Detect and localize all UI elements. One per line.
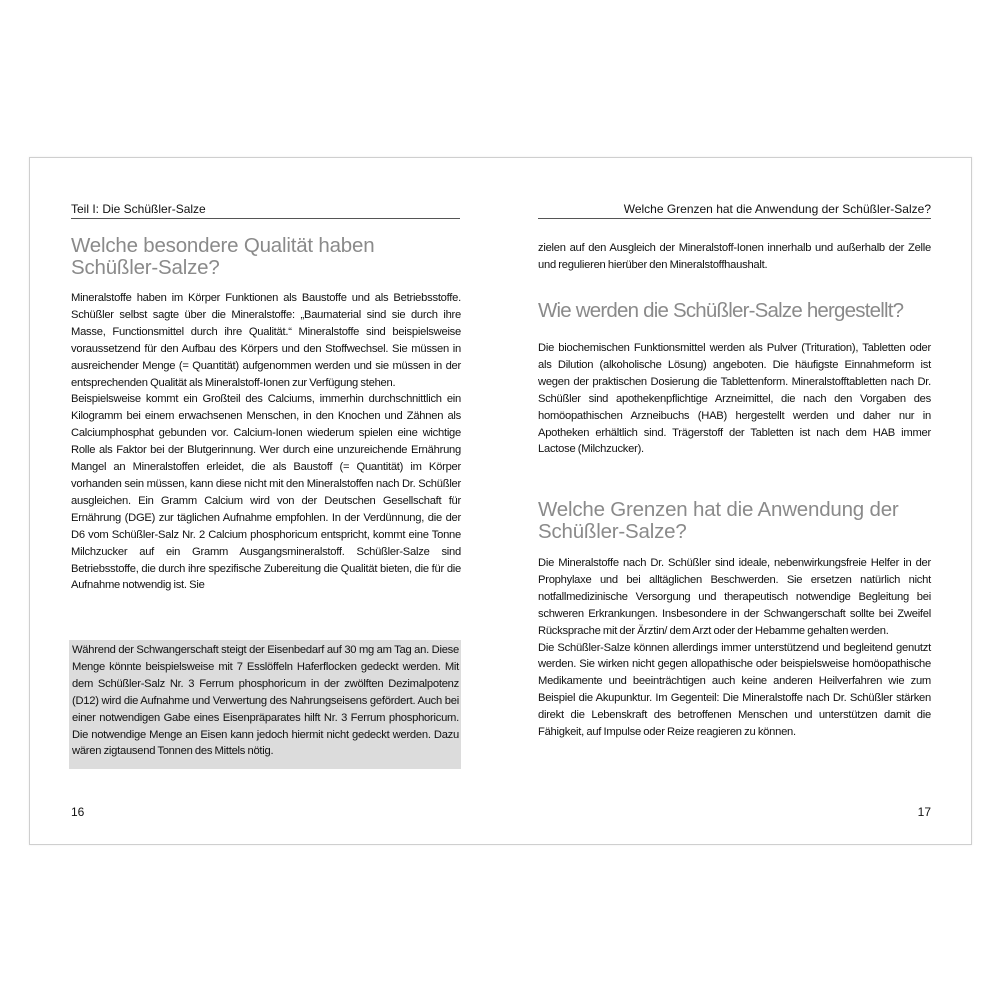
right-intro-paragraph: zielen auf den Ausgleich der Mineralstoff-Ionen innerhalb und außerhalb der Zelle und regulieren hierüber den Mineralstoffhaushalt. <box>538 242 931 271</box>
info-box-text: Während der Schwangerschaft steigt der Eisenbedarf auf 30 mg am Tag an. Diese Menge könnte beispielsweise mit 7 Esslöffeln Haferflocken gedeckt werden. Mit dem Schüßler-Salz Nr. 3 Ferrum phosphoricum in der zwölften Dezimalpotenz (D12) wird die Aufnahme und Verwertung des Nahrungseisens gefördert. Auch bei einer notwendigen Gabe eines Eisenpräparates hilft Nr. 3 Ferrum phosphoricum. Die notwendige Menge an Eisen kann jedoch hiermit nicht gedeckt werden. Dazu wären zigtausend Tonnen des Mittels nötig. <box>72 644 459 758</box>
herstellung-paragraph: Die biochemischen Funktionsmittel werden als Pulver (Trituration), Tabletten oder als Dilution (alkoholische Lösung) angeboten. Die häufigste Einnahmeform ist wegen der praktischen Dosierung die Tablettenform. Mineralstofftabletten nach Dr. Schüßler sind apothekenpflichtige Arzneimittel, die nach den Vorgaben des homöopathischen Arzneibuchs (HAB) hergestellt werden und daher nur in Apotheken erhältlich sind. Trägerstoff der Tabletten ist nach dem HAB immer Lactose (Milchzucker). <box>538 342 931 456</box>
grenzen-body-text <box>538 555 931 741</box>
left-header-rule <box>71 218 460 219</box>
info-box <box>69 640 461 769</box>
right-header-rule <box>538 218 931 219</box>
section-heading-herstellung: Wie werden die Schüßler-Salze hergestellt? <box>538 299 904 322</box>
herstellung-body-text <box>538 340 931 458</box>
grenzen-paragraph-1: Die Mineralstoffe nach Dr. Schüßler sind ideale, nebenwirkungsfreie Helfer in der Prophylaxe und bei alltäglichen Beschwerden. Sie ersetzen natürlich nicht notfallmedizinische Versorgung und therapeutisch notwendige Begleitung bei schweren Erkrankungen. Insbesondere in der Schwangerschaft sollte bei Zweifel Rücksprache mit der Ärztin/ dem Arzt oder der Hebamme gehalten werden. <box>538 557 931 637</box>
left-paragraph-1: Mineralstoffe haben im Körper Funktionen als Baustoffe und als Betriebsstoffe. Schüßler selbst sagte über die Mineralstoffe: „Baumaterial sind sie durch ihre Masse, Functionsmittel durch ihre Qualität.“ Mineralstoffe sind beispielsweise voraussetzend für den Aufbau des Körpers und den Stoffwechsel. Sie müssen in ausreichender Menge (= Quantität) aufgenommen werden und sie müssen in der entsprechenden Qualität als Mineralstoff-Ionen zur Verfügung stehen. <box>71 292 461 389</box>
right-page <box>500 158 971 844</box>
left-section-heading: Welche besondere Qualität haben Schüßler-Salze? <box>71 234 375 279</box>
left-running-head: Teil I: Die Schüßler-Salze <box>71 202 206 216</box>
grenzen-paragraph-2: Die Schüßler-Salze können allerdings immer unterstützend und begleitend genutzt werden. Sie wirken nicht gegen allopathische oder beispielsweise homöopathische Medikamente und beeinträchtigen auch keine anderen Heilverfahren wie zum Beispiel die Akupunktur. Im Gegenteil: Die Mineralstoffe nach Dr. Schüßler stärken direkt die Lebenskraft des betroffenen Menschen und unterstützen damit die Fähigkeit, auf Impulse oder Reize reagieren zu können. <box>538 641 931 739</box>
book-spread <box>29 157 972 845</box>
right-intro-text <box>538 240 931 274</box>
left-paragraph-2: Beispielsweise kommt ein Großteil des Calciums, immerhin durchschnittlich ein Kilogramm bei einem erwachsenen Menschen, in den Knochen und Zähnen als Calciumphosphat gebunden vor. Calcium-Ionen wiederum spielen eine wichtige Rolle als Faktor bei der Blutgerinnung. Wer durch eine unzureichende Ernährung Mangel an Mineralstoffen erleidet, die als Baustoff (= Quantität) im Körper vorhanden sein müssen, kann diese nicht mit den Mineralstoffen nach Dr. Schüßler ausgleichen. Ein Gramm Calcium wird von der Deutschen Gesellschaft für Ernährung (DGE) zur täglichen Aufnahme empfohlen. In der Verdünnung, die der D6 vom Schüßler-Salz Nr. 2 Calcium phosphoricum entspricht, kommt eine Tonne Milchzucker auf ein Gramm Ausgangsmineralstoff. Schüßler-Salze sind Betriebsstoffe, die durch ihre spezifische Zubereitung die Qualität bieten, die für die Aufnahme notwendig ist. Sie <box>71 393 461 592</box>
left-page <box>30 158 500 844</box>
left-body-text <box>71 290 461 594</box>
right-running-head: Welche Grenzen hat die Anwendung der Schüßler-Salze? <box>623 202 931 216</box>
right-page-number: 17 <box>917 805 931 819</box>
section-heading-grenzen: Welche Grenzen hat die Anwendung der Schüßler-Salze? <box>538 498 899 543</box>
left-page-number: 16 <box>71 805 85 819</box>
